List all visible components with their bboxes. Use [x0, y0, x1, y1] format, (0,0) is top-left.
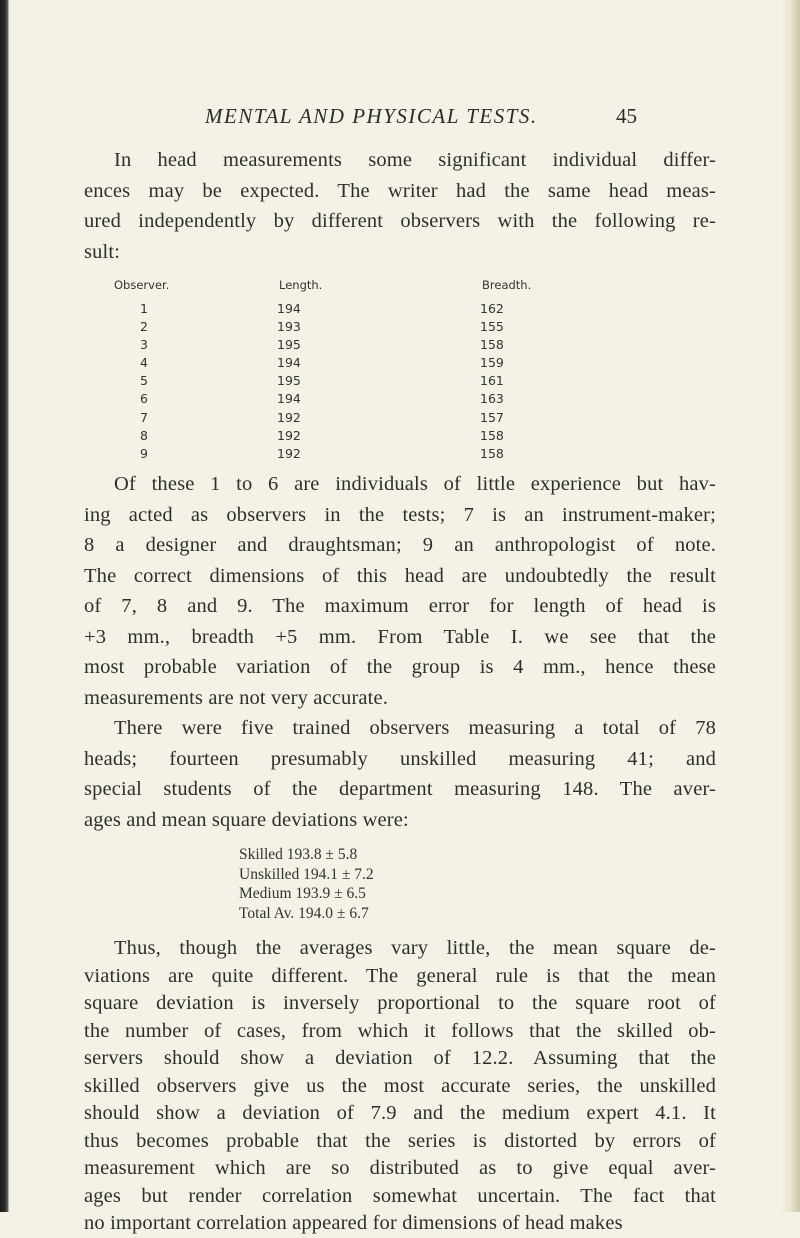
- summary-skilled: Skilled 193.8 ± 5.8: [239, 846, 358, 863]
- paragraph-observers-line: measurements are not very accurate.: [84, 686, 389, 709]
- paragraph-intro-line-4: sult:: [84, 241, 121, 263]
- paragraph-observers-line: ing acted as observers in the tests; 7 is an instrument-maker;: [84, 503, 716, 526]
- table-cell: 194: [277, 391, 301, 406]
- table-cell: 9: [140, 446, 148, 461]
- table-cell: 1: [140, 301, 148, 316]
- table-cell: 8: [140, 428, 148, 443]
- summary-medium: Medium 193.9 ± 6.5: [239, 885, 366, 902]
- deviation-summary: [239, 845, 374, 923]
- page-edge: [782, 0, 800, 1212]
- paragraph-trained-line: heads; fourteen presumably unskilled measuring 41; and: [84, 747, 716, 770]
- table-cell: 192: [277, 428, 301, 443]
- table-cell: 193: [277, 319, 301, 334]
- paragraph-observers-line: of 7, 8 and 9. The maximum error for length of head is: [84, 595, 716, 617]
- table-cell: 157: [480, 410, 504, 425]
- paragraph-conclusion-line: viations are quite different. The general rule is that the mean: [84, 964, 716, 987]
- summary-unskilled: Unskilled 194.1 ± 7.2: [239, 865, 374, 883]
- table-cell: 162: [480, 301, 504, 316]
- table-header-breadth: Breadth.: [482, 278, 532, 292]
- paragraph-intro-line-3: ured independently by different observers with the following re-: [84, 210, 716, 232]
- table-cell: 159: [480, 355, 504, 370]
- paragraph-observers-line: The correct dimensions of this head are undoubtedly the result: [84, 564, 716, 587]
- table-cell: 158: [480, 428, 504, 443]
- paragraph-trained-line: There were five trained observers measuring a total of 78: [114, 717, 716, 739]
- table-cell: 155: [480, 319, 504, 334]
- paragraph-trained-line: special students of the department measuring 148. The aver-: [84, 778, 716, 800]
- table-cell: 192: [277, 410, 301, 425]
- paragraph-observers-line: Of these 1 to 6 are individuals of little experience but hav-: [114, 473, 716, 495]
- binding-gutter: [0, 0, 9, 1212]
- table-cell: 158: [480, 446, 504, 461]
- paragraph-observers-line: most probable variation of the group is 4 mm., hence these: [84, 656, 716, 678]
- page-number: 45: [616, 104, 637, 128]
- table-cell: 163: [480, 391, 504, 406]
- paragraph-conclusion-line: should show a deviation of 7.9 and the medium expert 4.1. It: [84, 1102, 716, 1124]
- table-cell: 4: [140, 355, 148, 370]
- paragraph-conclusion-line: skilled observers give us the most accurate series, the unskilled: [84, 1074, 716, 1097]
- paragraph-conclusion-line: measurement which are so distributed as to give equal aver-: [84, 1157, 716, 1179]
- summary-total: Total Av. 194.0 ± 6.7: [239, 904, 369, 922]
- paragraph-observers-line: 8 a designer and draughtsman; 9 an anthropologist of note.: [84, 534, 716, 556]
- paragraph-observers-line: +3 mm., breadth +5 mm. From Table I. we see that the: [84, 625, 716, 648]
- table-cell: 6: [140, 391, 148, 406]
- paragraph-conclusion-line-overflow: no important correlation appeared for dimensions of head makes: [84, 1212, 623, 1234]
- table-cell: 194: [277, 355, 301, 370]
- table-cell: 5: [140, 373, 148, 388]
- paragraph-conclusion-line: square deviation is inversely proportional to the square root of: [84, 992, 716, 1014]
- paragraph-trained-line: ages and mean square deviations were:: [84, 808, 409, 831]
- table-cell: 161: [480, 373, 504, 388]
- table-cell: 195: [277, 337, 301, 352]
- table-cell: 2: [140, 319, 148, 334]
- paragraph-conclusion-line: the number of cases, from which it follows that the skilled ob-: [84, 1019, 716, 1042]
- table-cell: 158: [480, 337, 504, 352]
- paragraph-conclusion-line: ages but render correlation somewhat uncertain. The fact that: [84, 1184, 716, 1207]
- paragraph-conclusion-line: servers should show a deviation of 12.2. Assuming that the: [84, 1047, 716, 1069]
- table-header-length: Length.: [279, 278, 323, 292]
- paragraph-intro-line-1: In head measurements some significant individual differ-: [114, 149, 716, 171]
- paragraph-conclusion-line: Thus, though the averages vary little, the mean square de-: [114, 937, 716, 959]
- paragraph-intro-line-2: ences may be expected. The writer had the same head meas-: [84, 180, 716, 202]
- table-header-observer: Observer.: [114, 278, 170, 292]
- table-cell: 195: [277, 373, 301, 388]
- running-title: MENTAL AND PHYSICAL TESTS.: [205, 104, 538, 128]
- table-cell: 3: [140, 337, 148, 352]
- running-head: [0, 104, 800, 134]
- paragraph-conclusion-line: thus becomes probable that the series is distorted by errors of: [84, 1129, 716, 1152]
- table-cell: 194: [277, 301, 301, 316]
- table-cell: 7: [140, 410, 148, 425]
- table-cell: 192: [277, 446, 301, 461]
